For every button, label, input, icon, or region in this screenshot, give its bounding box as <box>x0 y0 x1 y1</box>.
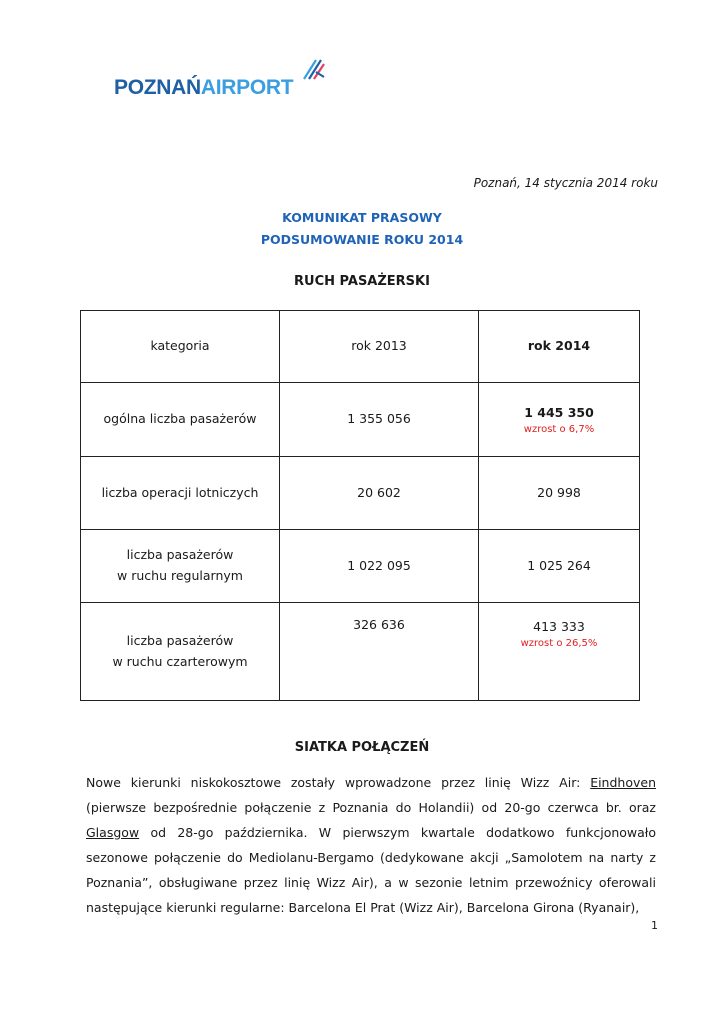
passenger-traffic-heading: RUCH PASAŻERSKI <box>294 274 430 289</box>
airport-plane-icon <box>302 58 326 80</box>
column-header-2013: rok 2013 <box>280 311 479 383</box>
eindhoven-text: Eindhoven <box>590 775 656 790</box>
value-2013: 1 022 095 <box>280 530 479 603</box>
value-2014: 20 998 <box>479 457 640 530</box>
value-2014-cell <box>479 383 640 457</box>
table-row <box>81 603 640 701</box>
logo-wordmark: POZNAŃAIRPORT <box>114 76 294 99</box>
value-2013: 20 602 <box>280 457 479 530</box>
row-label: liczba operacji lotniczych <box>81 457 280 530</box>
row-label-cell <box>81 603 280 701</box>
network-paragraph <box>86 770 656 920</box>
column-header-2014: rok 2014 <box>479 311 640 383</box>
row-label: ogólna liczba pasażerów <box>81 383 280 457</box>
network-heading: SIATKA POŁĄCZEŃ <box>294 740 430 755</box>
row-label-line: w ruchu czarterowym <box>112 653 248 669</box>
page-number: 1 <box>651 919 658 932</box>
press-release-title: KOMUNIKAT PRASOWY <box>282 210 442 225</box>
row-label-line: liczba pasażerów <box>126 632 234 648</box>
table-row <box>81 530 640 603</box>
value-2014: 1 025 264 <box>479 530 640 603</box>
value-2014: 413 333 <box>533 619 585 634</box>
growth-label: wzrost o 26,5% <box>520 637 598 649</box>
passenger-stats-table <box>80 310 640 701</box>
document-date: Poznań, 14 stycznia 2014 roku <box>473 176 658 190</box>
glasgow-text: Glasgow <box>86 825 140 840</box>
table-row <box>81 383 640 457</box>
value-2013: 326 636 <box>280 603 479 701</box>
table-row <box>81 457 640 530</box>
row-label-cell <box>81 530 280 603</box>
paragraph-text: Nowe kierunki niskokosztowe zostały wprowadzone przez linię Wizz Air: <box>86 775 591 790</box>
row-label-line: w ruchu regularnym <box>117 568 243 583</box>
paragraph-text: (pierwsze bezpośrednie połączenie z Poznania do Holandii) od 20-go czerwca br. oraz <box>86 800 656 815</box>
table-header-row <box>81 311 640 383</box>
value-2013: 1 355 056 <box>280 383 479 457</box>
value-2014-cell <box>479 603 640 701</box>
row-label-line: liczba pasażerów <box>126 547 234 563</box>
poznan-airport-logo <box>114 56 334 102</box>
value-2014: 1 445 350 <box>524 405 594 421</box>
growth-label: wzrost o 6,7% <box>523 423 595 435</box>
column-header-category: kategoria <box>81 311 280 383</box>
paragraph-text: od 28-go października. W pierwszym kwartale dodatkowo funkcjonowało sezonowe połączenie do Mediolanu-Bergamo (dedykowane akcji „Samolotem na narty z Poznania”, obsługiwane przez linię Wizz Air), a w sezonie letnim przewoźnicy oferowali następujące kierunki regularne: Barcelona El Prat (Wizz Air), Barcelona Girona (Ryanair), <box>86 825 656 915</box>
press-release-subtitle: PODSUMOWANIE ROKU 2014 <box>260 232 464 247</box>
